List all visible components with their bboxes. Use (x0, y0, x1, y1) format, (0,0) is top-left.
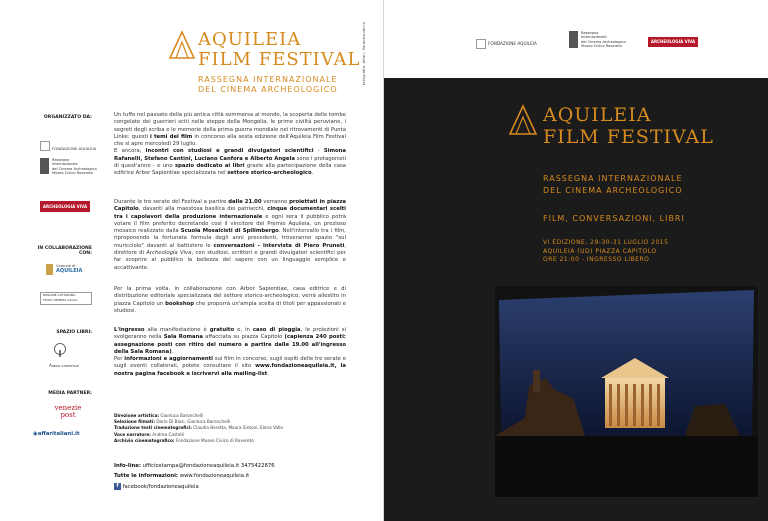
bookshop-paragraph: Per la prima volta, in collaborazione con Arbor Sapientiae, casa editrice e di distribuzione editoriale specializzata del settore storico-archeologico, verrà allestito in piazza Capitolo un bookshop che proporrà un'ampia scelta di titoli per appassionati e studiosi. (114, 286, 346, 314)
credit-line: Traduzione testi cinematografici: Claudia Beretta, Maura Sintoni, Elena Valle (114, 425, 284, 431)
arbor-sapientiae-logo: Arbor sapientiae (48, 363, 80, 368)
aquileia-eagle-logo (168, 30, 196, 60)
page-spine (383, 0, 384, 521)
info-line: Info-line: ufficiostampa@fondazioneaquileia.it 3475422876 (114, 463, 275, 469)
temple-night-photo (495, 286, 758, 497)
book-space-label: SPAZIO LIBRI: (56, 330, 92, 335)
rassegna-logo: Rassegna Internazionale del Cinema Archeologico Museo Civico Rovereto (40, 158, 100, 176)
right-festival-subtitle: RASSEGNA INTERNAZIONALE DEL CINEMA ARCHEOLOGICO (543, 174, 683, 195)
comune-shield-icon (46, 264, 53, 275)
organized-by-label: ORGANIZZATO DA: (43, 115, 92, 120)
right-dates: VI EDIZIONE, 29-30-31 LUGLIO 2015 AQUILEIA (UD) PIAZZA CAPITOLO ORE 21:00 - INGRESSO LIBERO (543, 239, 669, 263)
right-rassegna-emblem-icon (569, 31, 578, 48)
credit-line: Archivio cinematografico: Fondazione Museo Civico di Rovereto (114, 437, 254, 443)
comune-aquileia-logo: Comune di AQUILEIA (46, 264, 92, 275)
right-fondazione-emblem-icon (476, 39, 486, 49)
credit-line: Selezione filmati: Dario Di Blasi, Gianluca Baronchelli (114, 419, 231, 425)
collaboration-label: IN COLLABORAZIONE CON: (37, 246, 92, 256)
right-fondazione-logo: FONDAZIONE AQUILEIA (476, 39, 546, 49)
affaritaliani-logo: ◉affaritaliani.it (33, 431, 80, 437)
affaritaliani-globe-icon: ◉ (33, 431, 38, 437)
facebook-icon: f (114, 483, 121, 490)
arbor-tree-icon (53, 343, 67, 358)
fondazione-emblem-icon (40, 141, 50, 151)
regione-fvg-logo: REGIONE AUTONOMA FRIULI VENEZIA GIULIA (40, 292, 92, 305)
right-festival-title: AQUILEIA FILM FESTIVAL (543, 104, 714, 148)
venezie-post-logo: venezie post (54, 404, 82, 419)
right-tagline: FILM, CONVERSAZIONI, LIBRI (543, 214, 685, 223)
vertical-photo-credit: fotografia: Altair, Vorabevulatrix (362, 22, 366, 86)
program-paragraph: Durante le tre serate del Festival a partire dalle 21.00 verranno proiettati in piazza Capitolo, davanti alla maestosa basilica dei patriarchi, cinque documentari scelti tra i capolavori della produzione internazionale e ogni sera il pubblico potrà votare il film preferito decretando così il vincitore del Premio Aquileia, un prezioso mosaico realizzato dalla Scuola Mosaicisti di Spilimbergo. Nell'intervallo tra i film, riproponendo la fortunata formula degli anni precedenti, troveranno spazio "sul muricciolo" davanti al battistero le conversazioni - intervista di Piero Pruneti, direttore di Archeologia Viva, con studiosi, scrittori e grandi divulgatori scientifici per far scoprire al pubblico la bellezza del sapere con un linguaggio semplice e accattivante. (114, 199, 346, 271)
credit-line: Direzione artistica: Gianluca Baronchelli (114, 413, 204, 418)
entry-paragraph: L'ingresso alla manifestazione è gratuito e, in caso di pioggia, le proiezioni si svolgeranno nella Sala Romana affacciata su piazza Capitolo (capienza 240 posti: assegnazione posti con ritiro del numero a partire dalle 19.00 all'ingresso della Sala Romana). Per informazioni e aggiornamenti sui film in concorso, sugli ospiti delle tre serate e sugli eventi collaterali, potete consultare il sito www.fondazioneaquileia.it, la nostra pagina facebook e iscrivervi alla mailing-list. (114, 327, 347, 377)
all-info-line: Tutte le informazioni: www.fondazioneaquileia.it (114, 473, 250, 479)
rassegna-emblem-icon (40, 158, 49, 174)
archeologia-viva-logo: ARCHEOLOGIA VIVA (40, 201, 90, 212)
right-archeologia-viva-logo: ARCHEOLOGIA VIVA (648, 37, 698, 47)
credit-line: Voce narratore: Andrea Castelli (114, 431, 184, 437)
right-rassegna-logo: Rassegna Internazionale del Cinema Archeologico Museo Civico Rovereto (569, 31, 637, 49)
credits-block (114, 413, 346, 444)
media-partner-label: MEDIA PARTNER: (48, 391, 92, 396)
intro-paragraph: Un tuffo nel passato della più antica città sommersa al mondo, la scoperta delle tombe congelate dei guerrieri sciti nelle steppe della Mongolia, le prime civiltà peruviane, i segreti degli scriba e le memorie della prima guerra mondiale nei ritrovamenti di Punta Linke: questi i temi dei film in concorso alla sesta edizione dell'Aquileia Film Festival che si apre mercoledì 29 luglio. E ancora, incontri con studiosi e grandi divulgatori scientifici - Simona Rafanelli, Stefano Cantini, Luciano Canfora e Alberto Angela sono i protagonisti di quest'anno - e uno spazio dedicato ai libri grazie alla partecipazione della casa editrice Arbor Sapientiae specializzata nel settore storico-archeologico. (114, 112, 347, 177)
left-festival-subtitle: RASSEGNA INTERNAZIONALE DEL CINEMA ARCHEOLOGICO (198, 75, 338, 94)
facebook-line[interactable]: f facebook/fondazioneaquileia (114, 483, 346, 491)
right-aquileia-eagle-logo (508, 104, 538, 136)
fondazione-aquileia-logo: FONDAZIONE AQUILEIA (40, 135, 100, 154)
left-festival-title: AQUILEIA FILM FESTIVAL (198, 29, 361, 70)
